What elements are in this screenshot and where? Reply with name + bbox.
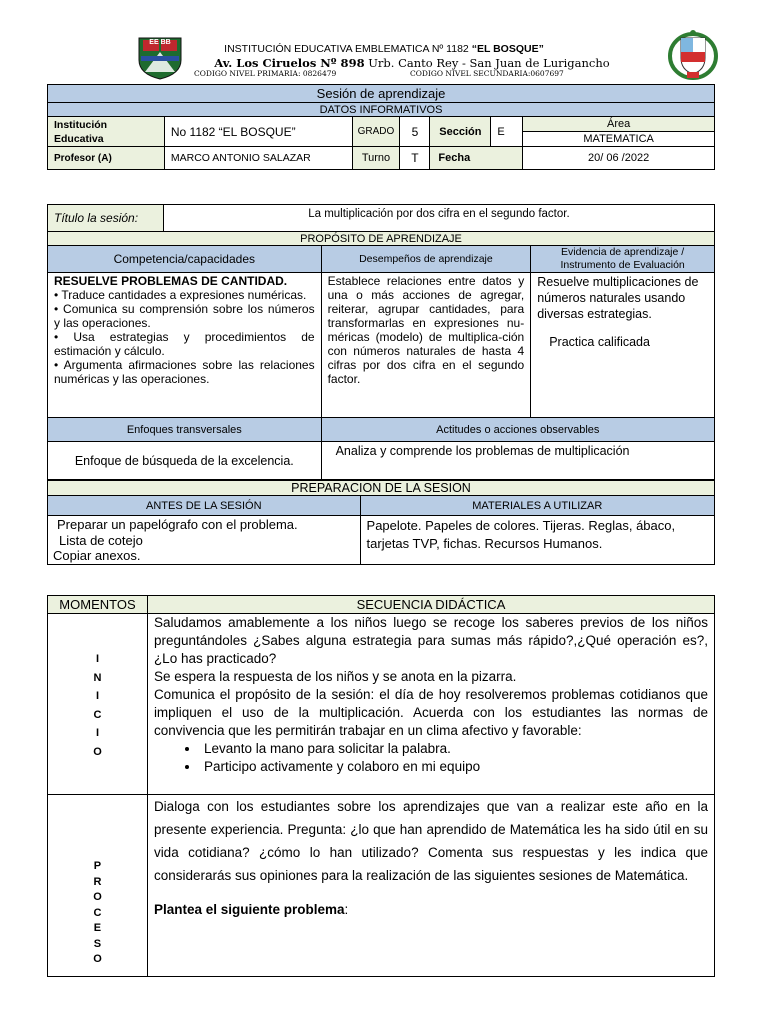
enfoques-header: Enfoques transversales xyxy=(48,418,322,442)
inicio-letter: I xyxy=(95,727,99,739)
seccion-label: Sección xyxy=(430,117,491,147)
secuencia-table xyxy=(47,595,715,977)
proceso-letter: E xyxy=(93,922,102,934)
antes-item-3: Copiar anexos. xyxy=(53,548,141,563)
inicio-letter: I xyxy=(95,653,99,665)
turno-value: T xyxy=(400,147,430,170)
session-table xyxy=(47,204,715,480)
desempeno-cell: Establece relaciones entre datos y una o más acciones de agregar, reiterar, agrupar cantidades, para transformarlas en expresiones nu-méricas (modelo) de multiplica-ción con números naturales de hasta 4 cifras por dos cifra en el segundo factor. xyxy=(321,273,531,418)
evidencia-header xyxy=(531,246,715,273)
inicio-letter: C xyxy=(93,708,102,721)
institution-prefix: INSTITUCIÓN EDUCATIVA EMBLEMATICA Nº 1182 xyxy=(224,43,472,55)
preparacion-table xyxy=(47,480,715,565)
preparacion-header: PREPARACION DE LA SESION xyxy=(48,481,715,496)
titulo-value: La multiplicación por dos cifra en el segundo factor. xyxy=(163,205,714,232)
inicio-paragraph-3: Comunica el propósito de la sesión: el día de hoy resolveremos problemas cotidianos que impliquen el uso de la multiplicación. Acuerda con los estudiantes las normas de convivencia que les permitirán trabajar en un clima afectivo y favorable: xyxy=(153,687,708,738)
inicio-moment xyxy=(48,614,148,795)
code-primary: CODIGO NIVEL PRIMARIA: 0826479 xyxy=(194,69,337,78)
address-line xyxy=(0,56,768,70)
profesor-label: Profesor (A) xyxy=(48,147,165,170)
proceso-paragraph: Dialoga con los estudiantes sobre los aprendizajes que van a realizar este año en la presente experiencia. Pregunta: ¿lo que han aprendido de Matemática les ha sido útil en su vida cotidiana? ¿cómo lo han utilizado? Comenta sus respuestas y les indica que considerarás sus opiniones para la realización de las siguientes sesiones de Matemática. xyxy=(153,799,708,883)
competencia-header: Competencia/capacidades xyxy=(48,246,322,273)
norms-list xyxy=(154,740,708,776)
logo-text: EE BB xyxy=(149,39,171,46)
secuencia-header: SECUENCIA DIDÁCTICA xyxy=(147,596,714,614)
plantea-line xyxy=(154,898,708,921)
inicio-letter: I xyxy=(95,690,99,702)
inicio-content xyxy=(147,614,714,795)
antes-header: ANTES DE LA SESIÓN xyxy=(48,496,361,516)
fecha-value: 20/ 06 /2022 xyxy=(523,147,715,170)
desempenos-header: Desempeños de aprendizaje xyxy=(321,246,531,273)
proceso-letter: R xyxy=(93,875,102,888)
antes-cell xyxy=(48,516,361,565)
institution-name: “EL BOSQUE” xyxy=(471,43,544,55)
proceso-content xyxy=(147,795,714,977)
inicio-paragraph-1: Saludamos amablemente a los niños luego se recoge los saberes previos de los niños preguntándoles ¿Sabes alguna estrategia para sumas más rápido?,¿Qué operación es?,¿Lo has practicado? xyxy=(153,615,708,666)
titulo-label: Título la sesión: xyxy=(48,205,164,232)
evidencia-text: Resuelve multiplicaciones de números naturales usando diversas estrategias. xyxy=(537,275,699,321)
momentos-header: MOMENTOS xyxy=(48,596,148,614)
profesor-value: MARCO ANTONIO SALAZAR xyxy=(164,147,352,170)
turno-label: Turno xyxy=(352,147,400,170)
grado-value: 5 xyxy=(400,117,430,147)
materiales-header: MATERIALES A UTILIZAR xyxy=(360,496,714,516)
grado-label: GRADO xyxy=(352,117,400,147)
datos-subtitle: DATOS INFORMATIVOS xyxy=(48,103,715,117)
plantea-colon: : xyxy=(344,902,349,917)
instrumento-text: Practica calificada xyxy=(549,335,650,349)
inicio-letter: N xyxy=(93,671,102,684)
inicio-paragraph-2: Se espera la respuesta de los niños y se anota en la pizarra. xyxy=(153,669,517,684)
norm-item-2: • Participo activamente y colaboro en mi equipo xyxy=(200,758,708,776)
actitud-value: Analiza y comprende los problemas de multiplicación xyxy=(321,442,714,480)
proceso-letter: O xyxy=(93,891,102,903)
proceso-letter: C xyxy=(93,906,102,919)
inicio-letter: O xyxy=(93,745,102,758)
evidencia-header-line2: Instrumento de Evaluación xyxy=(560,259,685,271)
seccion-value: E xyxy=(491,117,523,147)
institucion-label: Institución Educativa xyxy=(48,117,165,147)
fecha-label: Fecha xyxy=(430,147,523,170)
proceso-letter: O xyxy=(93,953,102,965)
capacidad-3: • Usa estrategias y procedimientos de estimación y cálculo. xyxy=(54,330,315,358)
area-value: MATEMATICA xyxy=(523,132,715,147)
area-label: Área xyxy=(523,117,715,132)
antes-item-1: Preparar un papelógrafo con el problema. xyxy=(57,517,298,532)
proceso-letter: P xyxy=(93,860,102,872)
capacidad-2: • Comunica su comprensión sobre los números y las operaciones. xyxy=(54,302,315,330)
address-rest: Urb. Canto Rey - San Juan de Lurigancho xyxy=(364,56,610,70)
address-bold: Av. Los Ciruelos Nº 898 xyxy=(214,56,365,70)
antes-item-2: Lista de cotejo xyxy=(59,532,143,548)
competencia-cell xyxy=(48,273,322,418)
enfoque-value: Enfoque de búsqueda de la excelencia. xyxy=(48,442,322,480)
evidencia-cell xyxy=(531,273,715,418)
evidencia-header-line1: Evidencia de aprendizaje / xyxy=(561,246,685,258)
datos-table xyxy=(47,84,715,170)
capacidad-4: • Argumenta afirmaciones sobre las relaciones numéricas y las operaciones. xyxy=(54,358,315,386)
capacidad-1: • Traduce cantidades a expresiones numéricas. xyxy=(54,288,307,302)
proceso-moment xyxy=(48,795,148,977)
proposito-header: PROPÓSITO DE APRENDIZAJE xyxy=(48,232,715,246)
proceso-letter: S xyxy=(93,937,102,950)
institucion-value: No 1182 “EL BOSQUE” xyxy=(164,117,352,147)
institution-line xyxy=(0,43,768,55)
norm-item-1: • Levanto la mano para solicitar la palabra. xyxy=(200,740,708,758)
code-secondary: CODIGO NIVEL SECUNDARIA:0607697 xyxy=(410,69,564,78)
competencia-title: RESUELVE PROBLEMAS DE CANTIDAD. xyxy=(54,274,288,288)
plantea-bold: Plantea el siguiente problema xyxy=(153,902,345,917)
materiales-cell: Papelote. Papeles de colores. Tijeras. Reglas, ábaco, tarjetas TVP, fichas. Recursos Humanos. xyxy=(360,516,714,565)
session-title: Sesión de aprendizaje xyxy=(48,85,715,103)
actitudes-header: Actitudes o acciones observables xyxy=(321,418,714,442)
